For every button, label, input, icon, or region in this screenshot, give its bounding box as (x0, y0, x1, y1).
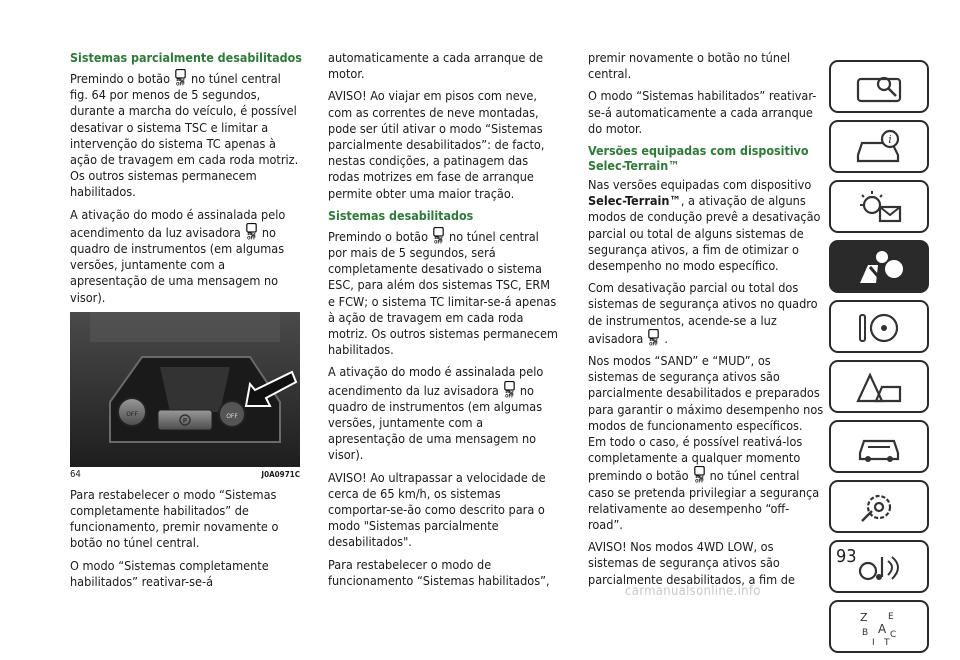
figure-64-photo (70, 312, 300, 467)
esc-off-icon (244, 223, 259, 240)
paragraph: AVISO! Ao viajar em pisos com neve, com as correntes de neve montadas, pode ser útil ativar o modo “Sistemas parcialmente desabilitados”: de facto, nestas condições, a patinagem das rodas motrizes em fase de arranque permite obter uma maior tração. (328, 88, 545, 201)
gear-wrench-icon (852, 487, 906, 527)
section-heading: Sistemas desabilitados (328, 207, 474, 223)
index-letter: B (862, 627, 869, 638)
section-heading: Sistemas parcialmente desabilitados (70, 50, 302, 65)
info-tab[interactable] (829, 120, 929, 173)
esc-off-icon (431, 227, 446, 244)
emergency-tab[interactable] (829, 360, 929, 413)
car-info-icon (852, 127, 906, 167)
svg-text:i: i (888, 132, 892, 146)
watermark: carmanualsonline.info (625, 584, 761, 599)
car-service-icon (852, 427, 906, 467)
paragraph: Nos modos “SAND” e “MUD”, os sistemas de segurança ativos são parcialmente desabilitados e preparados para garantir o máximo desempenho nos modos de funcionamento específicos. Em todo o caso, é possível reativá-los completamente a qualquer momento premindo o botão no túnel central caso se pretenda privilegiar a segurança relativamente ao desempenho “off-road”. (588, 353, 824, 533)
warning-lights-tab[interactable] (829, 180, 929, 233)
technical-data-tab[interactable] (829, 480, 929, 533)
dashboard-tab[interactable] (829, 60, 929, 113)
airbag-seatbelt-icon (852, 247, 906, 287)
multimedia-icon (852, 547, 906, 587)
figure-caption (70, 469, 300, 481)
paragraph: Premindo o botão no túnel central fig. 64 por menos de 5 segundos, durante a marcha do veículo, é possível desativar o sistema TSC e limitar a intervenção do sistema TC apenas à ação de travagem em cada roda motriz. Os outros sistemas permanecem habilitados. (70, 71, 299, 200)
paragraph: Para restabelecer o modo de funcionamento “Sistemas habilitados”, (328, 556, 550, 588)
index-letter: Z (860, 610, 868, 624)
alphabet-index-icon (852, 607, 906, 647)
paragraph: automaticamente a cada arranque de motor. (328, 50, 544, 82)
page-number: 93 (836, 546, 857, 567)
paragraph: O modo “Sistemas habilitados” reativar-se-á automaticamente a cada arranque do motor. (588, 88, 817, 136)
column-1 (70, 50, 302, 596)
paragraph: premir novamente o botão no túnel central. (588, 50, 791, 82)
paragraph: Com desativação parcial ou total dos sistemas de segurança ativos no quadro de instrumentos, acende-se a luz avisadora . (588, 280, 818, 346)
maintenance-tab[interactable] (829, 420, 929, 473)
index-letter: T (884, 637, 890, 647)
esc-off-icon (502, 381, 517, 398)
figure-number: 64 (70, 468, 81, 480)
index-letter: E (888, 611, 894, 622)
svg-text:P: P (182, 417, 188, 425)
esc-off-icon (646, 329, 661, 346)
paragraph: A ativação do modo é assinalada pelo acendimento da luz avisadora no quadro de instrumentos (em algumas versões, juntamente com a apresentação de uma mensagem no visor). (328, 364, 544, 463)
column-2 (328, 50, 560, 595)
column-3 (588, 50, 824, 594)
paragraph: Premindo o botão no túnel central por mais de 5 segundos, será completamente desativado o sistema ESC, para além dos sistemas TSC, ERM e FCW; o sistema TC limitar-se-á apenas à ação de travagem em cada roda motriz. Os outros sistemas permanecem habilitados. (328, 228, 558, 358)
section-heading: Versões equipadas com dispositivo Selec-Terrain™ (588, 143, 809, 174)
paragraph: O modo “Sistemas completamente habilitados” reativar-se-á (70, 557, 269, 589)
index-letter: A (878, 621, 887, 636)
svg-text:OFF: OFF (226, 412, 238, 420)
paragraph: AVISO! Nos modos 4WD LOW, os sistemas de segurança ativos são parcialmente desabilitados, a fim de (588, 539, 795, 587)
hazard-triangle-icon (852, 367, 906, 407)
svg-text:OFF: OFF (126, 410, 138, 418)
esc-off-icon (692, 466, 707, 483)
figure-code: J0A0971C (261, 469, 300, 479)
paragraph: Nas versões equipadas com dispositivo Selec-Terrain™, a ativação de alguns modos de condução prevê a desativação parcial ou total de alguns sistemas de segurança ativos, a fim de otimizar o desempenho no modo específico. (588, 177, 821, 274)
index-tab[interactable] (829, 600, 929, 653)
esc-off-icon (173, 69, 188, 86)
warning-light-icon (852, 187, 906, 227)
index-letter: C (890, 629, 897, 640)
chapter-tabs (829, 60, 934, 660)
paragraph: AVISO! Ao ultrapassar a velocidade de cerca de 65 km/h, os sistemas comportar-se-ão como descrito para o modo "Sistemas parcialmente desabilitados". (328, 469, 546, 550)
steering-wheel-icon (852, 307, 906, 347)
safety-tab[interactable] (829, 240, 929, 293)
paragraph: Para restabelecer o modo “Sistemas completamente habilitados” de funcionamento, premir novamente o botão no túnel central. (70, 486, 279, 551)
paragraph: A ativação do modo é assinalada pelo acendimento da luz avisadora no quadro de instrumentos (em algumas versões, juntamente com a apresentação de uma mensagem no visor). (70, 206, 286, 305)
driving-tab[interactable] (829, 300, 929, 353)
dashboard-icon (852, 67, 906, 107)
index-letter: I (872, 637, 875, 647)
